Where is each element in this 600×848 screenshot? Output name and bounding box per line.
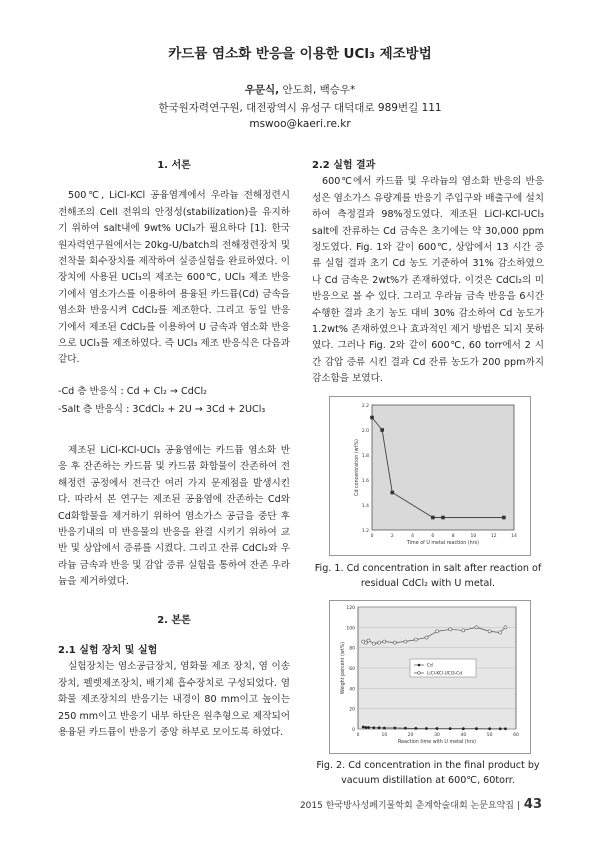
subsection-heading-results: 2.2 실험 결과 bbox=[312, 160, 376, 171]
data-point-cd bbox=[449, 727, 452, 730]
y-tick-label: 1.8 bbox=[361, 454, 369, 459]
co-authors: 안도희, 백승우* bbox=[279, 84, 356, 96]
x-tick-label: 60 bbox=[513, 733, 519, 738]
data-point-cd bbox=[404, 727, 407, 730]
y-tick-label: 120 bbox=[346, 606, 355, 611]
data-point-salt bbox=[377, 641, 380, 644]
right-column bbox=[312, 158, 544, 388]
page-number: 43 bbox=[523, 797, 542, 812]
figure-1-caption: Fig. 1. Cd concentration in salt after reaction of residual CdCl₂ with U metal. bbox=[314, 563, 542, 589]
x-axis-label: Reaction time with U metal (hrs) bbox=[397, 740, 477, 745]
legend-label: LiCl-KCl-UCl3-Cd bbox=[427, 671, 463, 677]
data-point-cd bbox=[462, 727, 465, 730]
data-point-cd bbox=[367, 726, 370, 729]
y-tick-label: 2.2 bbox=[361, 404, 369, 409]
y-tick-label: 80 bbox=[349, 646, 355, 652]
lead-author: 우문식, bbox=[244, 84, 280, 96]
x-tick-label: 14 bbox=[511, 534, 517, 539]
data-point bbox=[441, 516, 445, 520]
figure-2-caption: Fig. 2. Cd concentration in the final product by vacuum distillation at 600℃, 60torr. bbox=[316, 760, 540, 786]
y-tick-label: 40 bbox=[349, 687, 355, 693]
data-point-salt bbox=[367, 639, 370, 642]
data-point-cd bbox=[475, 727, 478, 730]
x-tick-label: 10 bbox=[381, 733, 388, 738]
y-tick-label: 100 bbox=[346, 626, 355, 632]
x-tick-label: 4 bbox=[411, 534, 415, 539]
data-point-cd bbox=[499, 727, 502, 730]
legend-marker bbox=[418, 672, 421, 675]
data-point-salt bbox=[499, 631, 502, 634]
legend-label: Cd bbox=[427, 663, 433, 669]
data-point bbox=[390, 491, 394, 495]
page-footer bbox=[300, 797, 542, 812]
y-axis-label: Weight percent (wt%) bbox=[341, 641, 346, 695]
data-point-salt bbox=[475, 626, 478, 629]
plot-area bbox=[372, 405, 514, 530]
results-paragraph: 600℃에서 카드뮴 및 우라늄의 염소화 반응의 반응성은 염소가스 유량계를 반응기 주입구와 배출구에 설치하여 측정결과 98%정도였다. 제조된 LiCl-KCl-UCl₃ salt에 잔류하는 Cd 금속은 초기에는 약 30,000 ppm 정도였다. Fig. 1와 같이 600℃, 상압에서 13 시간 증류 실험 결과 초기 Cd 농도 기준하여 31% 감소하였으나 Cd 금속은 2wt%가 존재하였다. 이것은 CdCl₂의 미 반응으로 볼 수 있다. 그리고 우라늄 금속 반응을 6시간 수행한 결과 초기 농도 대비 30% 감소하여 Cd 농도가 1.2wt% 존재하였으나 효과적인 제거 방법은 되지 못하였다. 그러나 Fig. 2와 같이 600℃, 60 torr에서 2 시간 감압 증류 시킨 결과 Cd 잔류 농도가 200 ppm까지 감소함을 보였다. bbox=[312, 176, 544, 385]
x-tick-label: 10 bbox=[470, 534, 477, 539]
y-axis-label: Cd concentration (wt%) bbox=[355, 439, 360, 496]
data-point-salt bbox=[414, 638, 417, 641]
data-point-cd bbox=[362, 726, 365, 729]
x-tick-label: 20 bbox=[407, 733, 414, 738]
y-tick-label: 1.4 bbox=[361, 504, 369, 509]
data-point-salt bbox=[504, 626, 507, 629]
x-tick-label: 6 bbox=[431, 534, 435, 539]
data-point-salt bbox=[449, 628, 452, 631]
authors bbox=[0, 82, 600, 97]
data-point-cd bbox=[372, 726, 375, 729]
data-point-salt bbox=[435, 630, 438, 633]
affiliation: 한국원자력연구원, 대전광역시 유성구 대덕대로 989번길 111 bbox=[158, 102, 442, 114]
y-tick-label: 2.0 bbox=[361, 429, 369, 434]
x-tick-label: 0 bbox=[356, 733, 360, 738]
data-point-cd bbox=[365, 726, 368, 729]
y-tick-label: 1.6 bbox=[361, 479, 369, 484]
section-heading-intro: 1. 서론 bbox=[157, 160, 191, 171]
footer-text: 2015 한국방사성폐기물학회 춘계학술대회 논문요약집 | bbox=[299, 801, 520, 811]
paper-title: 카드뮴 염소화 반응을 이용한 UCl₃ 제조방법 bbox=[168, 46, 432, 62]
setup-paragraph: 실험장치는 염소공급장치, 염화물 제조 장치, 염 이송장치, 펠렛제조장치, 배기체 흡수장치로 구성되었다. 염화물 제조장치의 반응기는 내경이 80 mm이고 높이는 250 mm이고 반응기 내부 하단은 원추형으로 제작되어 용융된 카드뮴이 반응기 중앙 하부로 모이도록 하였다. bbox=[58, 661, 290, 738]
y-tick-label: 0 bbox=[352, 728, 355, 733]
data-point bbox=[370, 416, 374, 420]
data-point bbox=[431, 516, 435, 520]
data-point-salt bbox=[393, 641, 396, 644]
left-column bbox=[58, 158, 290, 741]
figure-2-chart bbox=[330, 601, 530, 753]
data-point-cd bbox=[425, 727, 428, 730]
intro-paragraph-1: 500℃, LiCl-KCl 공융염계에서 우라늄 전해정련시 전해조의 Cell 전위의 안정성(stabilization)을 유지하기 위하여 salt내에 9wt% UCl₃가 필요하다 [1]. 한국원자력연구원에서는 20kg-U/batch의 전해정련장치 및 전착물 회수장치를 제작하여 실증실험을 완료하였다. 이 장치에 사용된 UCl₃의 제조는 600℃, UCl₃ 제조 반응기에서 염소가스를 이용하여 용융된 카드뮴(Cd) 금속을 염소화 반응시켜 CdCl₂를 제조한다. 그리고 동일 반응기에서 제조된 CdCl₂를 이용하여 U 금속과 염소화 반응으로 UCl₃를 제조하였다. 즉 UCl₃ 제조 반응식은 다음과 같다. bbox=[58, 190, 290, 366]
y-tick-label: 1.2 bbox=[361, 529, 369, 534]
y-tick-label: 60 bbox=[349, 667, 355, 672]
data-point bbox=[380, 428, 384, 432]
data-point-salt bbox=[488, 630, 491, 633]
data-point-salt bbox=[425, 636, 428, 639]
data-point-cd bbox=[393, 727, 396, 730]
x-tick-label: 40 bbox=[460, 733, 467, 738]
data-point bbox=[502, 516, 506, 520]
x-axis-label: Time of U metal reaction (hrs) bbox=[406, 541, 480, 546]
x-tick-label: 30 bbox=[434, 733, 440, 738]
y-tick-label: 20 bbox=[349, 707, 355, 713]
subsection-heading-setup: 2.1 실험 장치 및 실험 bbox=[58, 644, 158, 656]
x-tick-label: 12 bbox=[490, 534, 497, 539]
email: mswoo@kaeri.re.kr bbox=[249, 118, 351, 130]
data-point-cd bbox=[383, 727, 386, 730]
figure-1 bbox=[329, 396, 531, 556]
data-point-salt bbox=[404, 640, 407, 643]
data-point-salt bbox=[372, 642, 375, 645]
data-point-cd bbox=[415, 727, 418, 730]
data-point-cd bbox=[504, 727, 507, 730]
x-tick-label: 50 bbox=[486, 733, 493, 738]
data-point-salt bbox=[383, 640, 386, 643]
section-heading-body: 2. 본론 bbox=[157, 614, 191, 626]
data-point-cd bbox=[436, 727, 439, 730]
data-point-salt bbox=[462, 629, 465, 632]
equation-cd-layer: -Cd 층 반응식 : Cd + Cl₂ → CdCl₂ bbox=[58, 385, 208, 397]
x-tick-label: 8 bbox=[451, 534, 455, 539]
x-tick-label: 2 bbox=[390, 534, 394, 539]
intro-paragraph-2: 제조된 LiCl-KCl-UCl₃ 공융염에는 카드뮴 염소화 반응 후 잔존하는 카드뮴 및 카드뮴 화합물이 잔존하여 전해정련 공정에서 전극간 여러 가지 문제점을 발생시킨다. 따라서 본 연구는 제조된 공융염에 잔존하는 Cd와 Cd화합물을 제거하기 위하여 염소가스 공급을 중단 후 반응기내의 미 반응물의 반응을 완결 시키기 위하여 교반 및 상압에서 증류를 시켰다. 그리고 잔류 CdCl₂와 우라늄 금속과 반응 및 감압 증류 실험을 통하여 잔존 우라늄을 제거하였다. bbox=[58, 444, 290, 588]
figure-1-chart bbox=[330, 397, 530, 555]
equation-salt-layer: -Salt 층 반응식 : 3CdCl₂ + 2U → 3Cd + 2UCl₃ bbox=[58, 403, 266, 415]
x-tick-label: 0 bbox=[370, 534, 374, 539]
legend-marker bbox=[418, 664, 421, 667]
data-point-cd bbox=[378, 726, 381, 729]
data-point-cd bbox=[488, 727, 491, 730]
figure-2 bbox=[329, 600, 531, 754]
